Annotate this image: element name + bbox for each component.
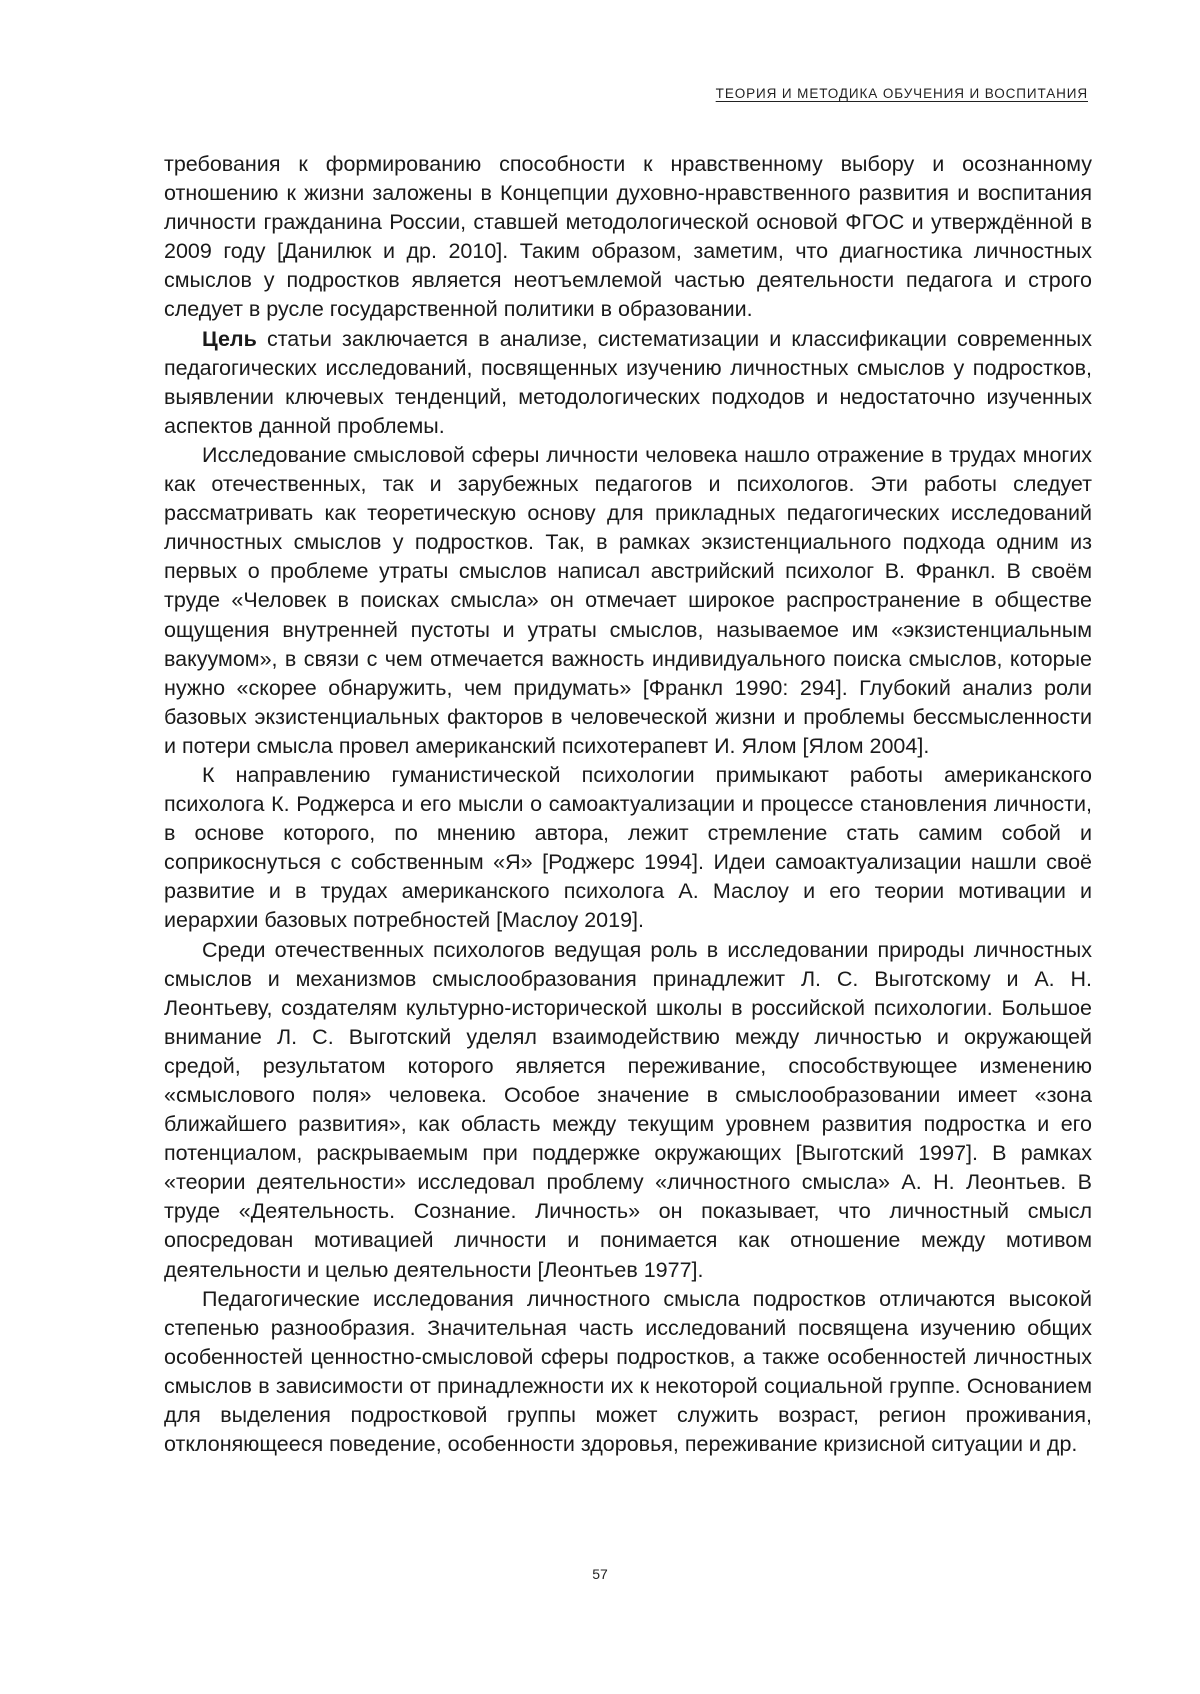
paragraph-3-text: Исследование смысловой сферы личности человека нашло отражение в трудах многих как отечественных, так и зарубежных педагогов и психологов. Эти работы следует рассматривать как теоретическую основу для прикладных педагогических исследований личностных смыслов у подростков. Так, в рамках экзистенциального подхода одним из первых о проблеме утраты смыслов написал австрийский психолог В. Франкл. В своём труде «Человек в поисках смысла» он отмечает широкое распространение в обществе ощущения внутренней пустоты и утраты смыслов, называемое им «экзистенциальным вакуумом», в связи с чем отмечается важность индивидуального поиска смыслов, которые нужно «скорее обнаружить, чем придумать» [Франкл 1990: 294]. Глубокий анализ роли базовых экзистенциальных факторов в человеческой жизни и проблемы бессмысленности и потери смысла провел американский психотерапевт И. Ялом [Ялом 2004].	[164, 442, 1092, 758]
paragraph-2	[164, 325, 1092, 441]
paragraph-4-text: К направлению гуманистической психологии примыкают работы американского психолога К. Роджерса и его мысли о самоактуализации и процессе становления личности, в основе которого, по мнению автора, лежит стремление стать самим собой и соприкоснуться с собственным «Я» [Роджерс 1994]. Идеи самоактуализации нашли своё развитие и в трудах американского психолога А. Маслоу и его теории мотивации и иерархии базовых потребностей [Маслоу 2019].	[164, 762, 1092, 933]
paragraph-6-text: Педагогические исследования личностного смысла подростков отличаются высокой степенью разнообразия. Значительная часть исследований посвящена изучению общих особенностей ценностно-смысловой сферы подростков, а также особенностей личностных смыслов в зависимости от принадлежности их к некоторой социальной группе. Основанием для выделения подростковой группы может служить возраст, регион проживания, отклоняющееся поведение, особенности здоровья, переживание кризисной ситуации и др.	[164, 1286, 1092, 1457]
paragraph-2-text: статьи заключается в анализе, систематизации и классификации современных педагогических исследований, посвященных изучению личностных смыслов у подростков, выявлении ключевых тенденций, методологических подходов и недостаточно изученных аспектов данной проблемы.	[164, 326, 1092, 438]
paragraph-1-text: требования к формированию способности к нравственному выбору и осознанному отношению к жизни заложены в Концепции духовно-нравственного развития и воспитания личности гражданина России, ставшей методологической основой ФГОС и утверждённой в 2009 году [Данилюк и др. 2010]. Таким образом, заметим, что диагностика личностных смыслов у подростков является неотъемлемой частью деятельности педагога и строго следует в русле государственной политики в образовании.	[164, 152, 1092, 322]
running-header: ТЕОРИЯ И МЕТОДИКА ОБУЧЕНИЯ И ВОСПИТАНИЯ	[715, 86, 1088, 101]
page-number: 57	[592, 1566, 608, 1582]
paragraph-2-lead-word: Цель	[202, 326, 257, 351]
paragraph-5-text: Среди отечественных психологов ведущая роль в исследовании природы личностных смыслов и механизмов смыслообразования принадлежит Л. С. Выготскому и А. Н. Леонтьеву, создателям культурно-исторической школы в российской психологии. Большое внимание Л. С. Выготский уделял взаимодействию между личностью и окружающей средой, результатом которого является переживание, способствующее изменению «смыслового поля» человека. Особое значение в смыслообразовании имеет «зона ближайшего развития», как область между текущим уровнем развития подростка и его потенциалом, раскрываемым при поддержке окружающих [Выготский 1997]. В рамках «теории деятельности» исследовал проблему «личностного смысла» А. Н. Леонтьев. В труде «Деятельность. Сознание. Личность» он показывает, что личностный смысл опосредован мотивацией личности и понимается как отношение между мотивом деятельности и целью деятельности [Леонтьев 1977].	[164, 937, 1092, 1282]
paragraph-5	[164, 936, 1092, 1285]
paragraph-3	[164, 441, 1092, 761]
article-body	[164, 150, 1092, 1459]
paragraph-4	[164, 761, 1092, 936]
paragraph-6	[164, 1285, 1092, 1460]
paragraph-1	[164, 150, 1092, 325]
